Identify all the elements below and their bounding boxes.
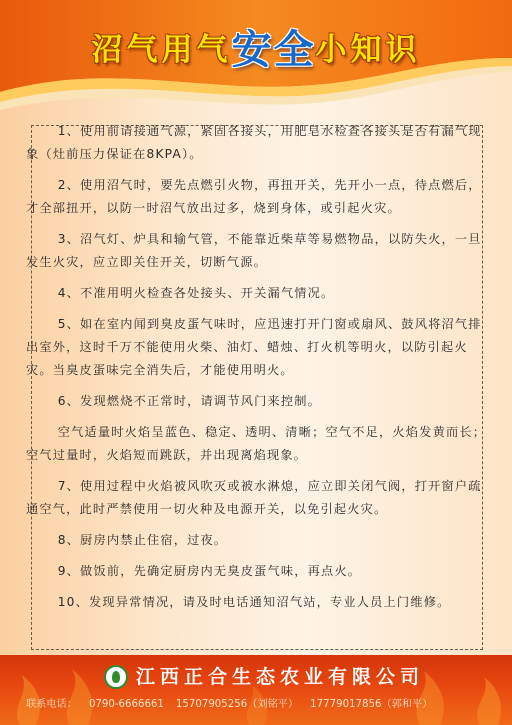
tip-item: 6、发现燃烧不正常时，请调节风门来控制。: [57, 394, 322, 408]
tip-item: 8、厨房内禁止住宿，过夜。: [57, 533, 228, 547]
tip-item: 空气适量时火焰呈蓝色、稳定、透明、清晰；空气不足，火焰发黄而长；空气过量时，火焰短而跳跃，并出现离焰现象。: [26, 425, 487, 462]
tip-item: 10、发现异常情况，请及时电话通知沼气站，专业人员上门维修。: [57, 595, 451, 609]
title-suffix: 小知识: [315, 32, 421, 68]
safety-tips-list: [26, 120, 488, 622]
company-logo-icon: [104, 665, 128, 689]
header-banner: [0, 0, 512, 110]
title-emphasis: 安全: [231, 27, 316, 73]
tip-item: 2、使用沼气时，要先点燃引火物，再扭开关，先开小一点，待点燃后，才全部扭开，以防一时沼气放出过多，烧到身体，或引起火灾。: [26, 178, 482, 215]
phone-number: 0790-6666661: [88, 699, 164, 710]
tip-item: 3、沼气灯、炉具和输气管，不能靠近柴草等易燃物品，以防失火，一旦发生火灾，应立即关住开关，切断气源。: [26, 232, 482, 269]
tip-item: 1、使用前请接通气源，紧固各接头，用肥皂水检查各接头是否有漏气现象（灶前压力保证在8KPA）。: [26, 124, 482, 161]
company-name: 江西正合生态农业有限公司: [136, 666, 425, 688]
tip-item: 4、不准用明火检查各处接头、开关漏气情况。: [57, 286, 335, 300]
footer-banner: [0, 655, 512, 725]
tip-item: 7、使用过程中火焰被风吹灭或被水淋熄，应立即关闭气阀，打开窗户疏通空气，此时严禁使用一切火种及电源开关，以免引起火灾。: [26, 479, 482, 516]
title-prefix: 沼气用气: [91, 32, 232, 68]
tip-item: 9、做饭前，先确定厨房内无臭皮蛋气味，再点火。: [57, 564, 362, 578]
tip-item: 5、如在室内闻到臭皮蛋气味时，应迅速打开门窗或扇风、鼓风将沼气排出室外，这时千万不能使用火柴、油灯、蜡烛、打火机等明火，以防引起火灾。当臭皮蛋味完全消失后，才能使用明火。: [26, 317, 482, 377]
contact-label: 联系电话：: [26, 699, 77, 710]
page-title: [0, 18, 512, 75]
contact-line: [26, 696, 444, 714]
phone-number: 17779017856（郭和平）: [310, 699, 433, 710]
phone-number: 15707905256（刘铭平）: [175, 699, 299, 710]
